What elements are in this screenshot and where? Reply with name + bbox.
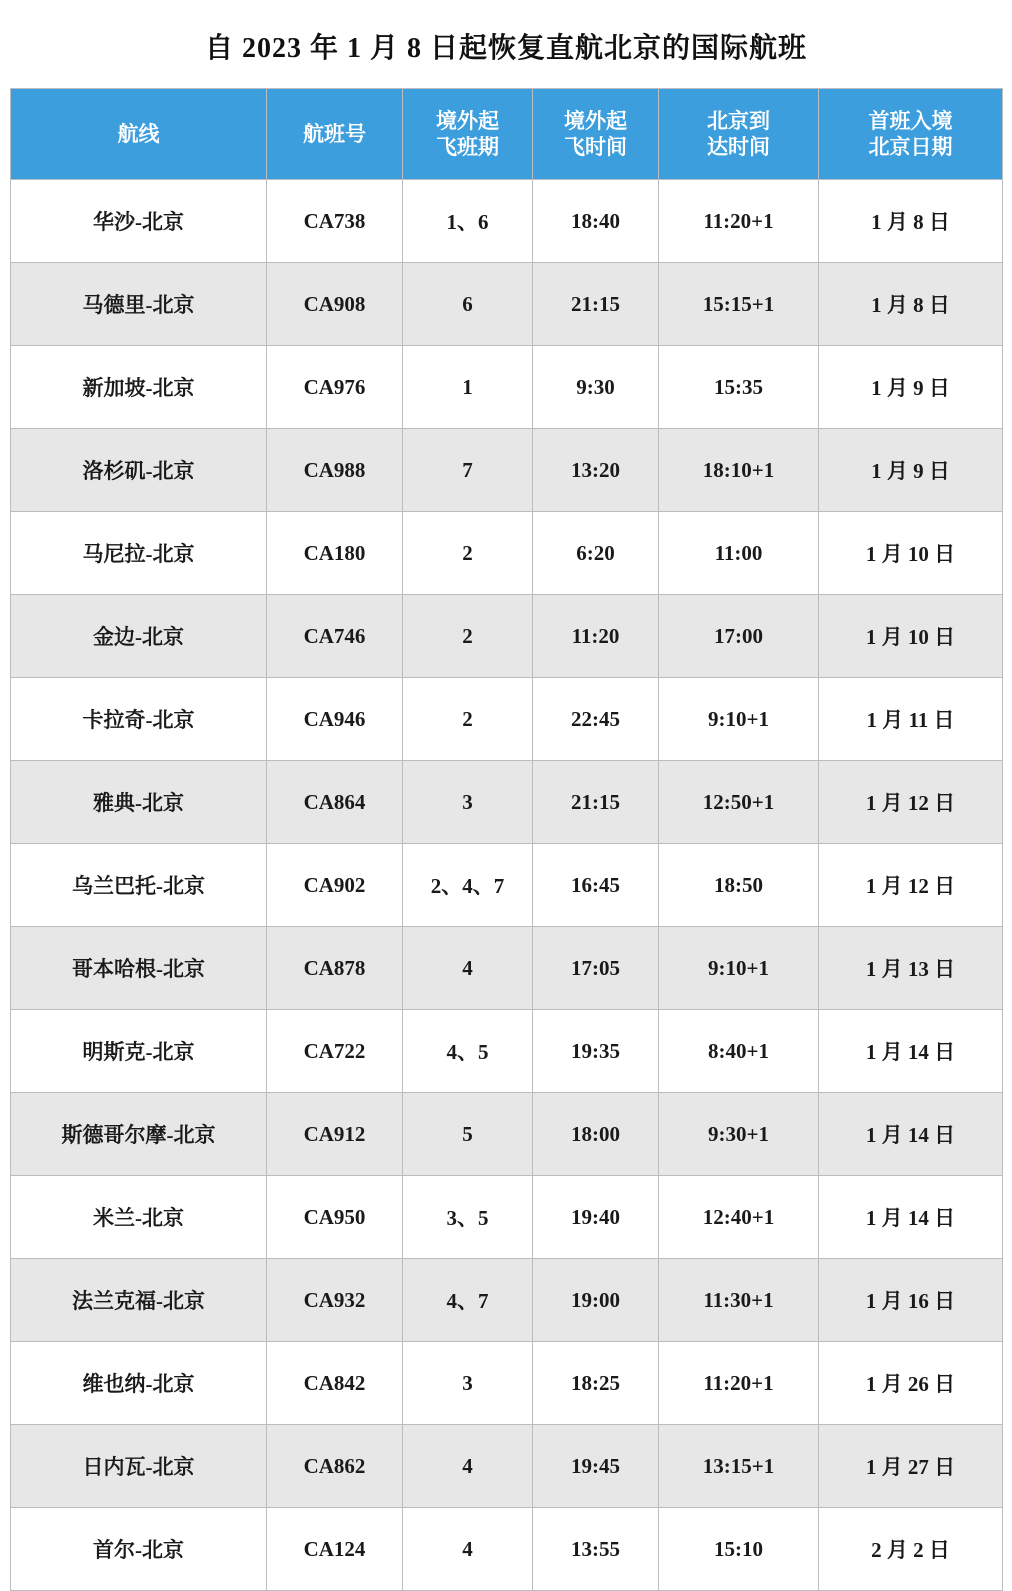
cell-route: 洛杉矶-北京 [11, 429, 267, 512]
cell-departure-time: 19:35 [533, 1010, 659, 1093]
cell-flight-no: CA902 [267, 844, 403, 927]
cell-arrival-time: 18:50 [659, 844, 819, 927]
column-header-first-entry-date [819, 89, 1003, 180]
cell-departure-days: 2 [403, 595, 533, 678]
cell-flight-no: CA908 [267, 263, 403, 346]
column-header-first-entry-date-line1: 首班入境 [868, 108, 953, 133]
cell-departure-time: 17:05 [533, 927, 659, 1010]
cell-route: 法兰克福-北京 [11, 1259, 267, 1342]
cell-route: 雅典-北京 [11, 761, 267, 844]
cell-flight-no: CA864 [267, 761, 403, 844]
cell-route: 卡拉奇-北京 [11, 678, 267, 761]
table-row [11, 1508, 1003, 1591]
cell-departure-time: 19:45 [533, 1425, 659, 1508]
cell-departure-time: 13:20 [533, 429, 659, 512]
cell-flight-no: CA842 [267, 1342, 403, 1425]
cell-flight-no: CA738 [267, 180, 403, 263]
cell-departure-time: 19:40 [533, 1176, 659, 1259]
cell-route: 新加坡-北京 [11, 346, 267, 429]
cell-route: 马德里-北京 [11, 263, 267, 346]
cell-first-entry-date: 1 月 27 日 [819, 1425, 1003, 1508]
cell-flight-no: CA976 [267, 346, 403, 429]
cell-flight-no: CA988 [267, 429, 403, 512]
cell-route: 维也纳-北京 [11, 1342, 267, 1425]
cell-departure-days: 2 [403, 678, 533, 761]
cell-arrival-time: 18:10+1 [659, 429, 819, 512]
cell-flight-no: CA912 [267, 1093, 403, 1176]
column-header-arrival-time [659, 89, 819, 180]
table-row [11, 1176, 1003, 1259]
table-row [11, 678, 1003, 761]
cell-first-entry-date: 1 月 16 日 [819, 1259, 1003, 1342]
cell-departure-time: 18:00 [533, 1093, 659, 1176]
table-row [11, 927, 1003, 1010]
cell-departure-time: 22:45 [533, 678, 659, 761]
cell-first-entry-date: 1 月 11 日 [819, 678, 1003, 761]
cell-route: 斯德哥尔摩-北京 [11, 1093, 267, 1176]
table-row [11, 346, 1003, 429]
cell-route: 乌兰巴托-北京 [11, 844, 267, 927]
column-header-departure-time-line1: 境外起 [564, 108, 627, 133]
cell-first-entry-date: 1 月 10 日 [819, 512, 1003, 595]
column-header-route-line1: 航线 [117, 121, 160, 146]
cell-departure-time: 19:00 [533, 1259, 659, 1342]
cell-arrival-time: 15:15+1 [659, 263, 819, 346]
cell-route: 马尼拉-北京 [11, 512, 267, 595]
cell-flight-no: CA722 [267, 1010, 403, 1093]
cell-arrival-time: 17:00 [659, 595, 819, 678]
cell-route: 哥本哈根-北京 [11, 927, 267, 1010]
cell-departure-days: 5 [403, 1093, 533, 1176]
table-row [11, 512, 1003, 595]
table-body [11, 180, 1003, 1591]
cell-departure-time: 18:25 [533, 1342, 659, 1425]
cell-route: 明斯克-北京 [11, 1010, 267, 1093]
cell-first-entry-date: 1 月 9 日 [819, 429, 1003, 512]
column-header-arrival-time-line1: 北京到 [707, 108, 770, 133]
cell-departure-days: 6 [403, 263, 533, 346]
table-row [11, 1425, 1003, 1508]
cell-route: 金边-北京 [11, 595, 267, 678]
table-header-row [11, 89, 1003, 180]
cell-first-entry-date: 1 月 9 日 [819, 346, 1003, 429]
column-header-departure-time-line2: 飞时间 [564, 135, 627, 159]
cell-first-entry-date: 1 月 14 日 [819, 1093, 1003, 1176]
cell-route: 首尔-北京 [11, 1508, 267, 1591]
table-row [11, 1259, 1003, 1342]
flights-table-container [0, 88, 1012, 1591]
cell-departure-days: 4 [403, 927, 533, 1010]
cell-departure-days: 4 [403, 1425, 533, 1508]
cell-route: 日内瓦-北京 [11, 1425, 267, 1508]
column-header-departure-time [533, 89, 659, 180]
table-row [11, 761, 1003, 844]
cell-arrival-time: 11:30+1 [659, 1259, 819, 1342]
cell-first-entry-date: 1 月 10 日 [819, 595, 1003, 678]
flights-table [10, 88, 1003, 1591]
cell-flight-no: CA124 [267, 1508, 403, 1591]
cell-route: 华沙-北京 [11, 180, 267, 263]
cell-first-entry-date: 1 月 8 日 [819, 180, 1003, 263]
cell-arrival-time: 15:10 [659, 1508, 819, 1591]
cell-departure-time: 16:45 [533, 844, 659, 927]
table-row [11, 595, 1003, 678]
cell-arrival-time: 9:30+1 [659, 1093, 819, 1176]
cell-arrival-time: 8:40+1 [659, 1010, 819, 1093]
table-row [11, 1093, 1003, 1176]
column-header-route [11, 89, 267, 180]
cell-arrival-time: 11:20+1 [659, 180, 819, 263]
cell-route: 米兰-北京 [11, 1176, 267, 1259]
cell-arrival-time: 9:10+1 [659, 678, 819, 761]
cell-flight-no: CA746 [267, 595, 403, 678]
cell-departure-days: 4、7 [403, 1259, 533, 1342]
table-row [11, 1010, 1003, 1093]
cell-flight-no: CA878 [267, 927, 403, 1010]
cell-first-entry-date: 1 月 8 日 [819, 263, 1003, 346]
cell-departure-days: 2 [403, 512, 533, 595]
table-row [11, 263, 1003, 346]
cell-departure-days: 2、4、7 [403, 844, 533, 927]
cell-flight-no: CA862 [267, 1425, 403, 1508]
cell-arrival-time: 11:00 [659, 512, 819, 595]
column-header-flight-no-line1: 航班号 [303, 121, 366, 146]
cell-departure-time: 13:55 [533, 1508, 659, 1591]
cell-first-entry-date: 1 月 12 日 [819, 761, 1003, 844]
table-row [11, 844, 1003, 927]
cell-arrival-time: 12:40+1 [659, 1176, 819, 1259]
cell-departure-days: 3 [403, 1342, 533, 1425]
cell-first-entry-date: 2 月 2 日 [819, 1508, 1003, 1591]
cell-arrival-time: 11:20+1 [659, 1342, 819, 1425]
cell-flight-no: CA180 [267, 512, 403, 595]
cell-departure-days: 1 [403, 346, 533, 429]
table-header [11, 89, 1003, 180]
cell-departure-time: 21:15 [533, 263, 659, 346]
cell-departure-time: 21:15 [533, 761, 659, 844]
cell-departure-days: 3 [403, 761, 533, 844]
column-header-flight-no [267, 89, 403, 180]
column-header-first-entry-date-line2: 北京日期 [868, 135, 953, 159]
cell-flight-no: CA946 [267, 678, 403, 761]
cell-flight-no: CA932 [267, 1259, 403, 1342]
cell-arrival-time: 13:15+1 [659, 1425, 819, 1508]
cell-departure-days: 1、6 [403, 180, 533, 263]
cell-departure-time: 11:20 [533, 595, 659, 678]
cell-arrival-time: 15:35 [659, 346, 819, 429]
cell-arrival-time: 9:10+1 [659, 927, 819, 1010]
column-header-departure-days-line1: 境外起 [436, 108, 499, 133]
cell-departure-days: 3、5 [403, 1176, 533, 1259]
cell-departure-time: 18:40 [533, 180, 659, 263]
page-title: 自 2023 年 1 月 8 日起恢复直航北京的国际航班 [204, 33, 807, 64]
table-row [11, 1342, 1003, 1425]
column-header-departure-days-line2: 飞班期 [436, 135, 499, 159]
cell-first-entry-date: 1 月 13 日 [819, 927, 1003, 1010]
cell-departure-time: 9:30 [533, 346, 659, 429]
cell-first-entry-date: 1 月 14 日 [819, 1010, 1003, 1093]
cell-departure-days: 4、5 [403, 1010, 533, 1093]
cell-first-entry-date: 1 月 26 日 [819, 1342, 1003, 1425]
cell-first-entry-date: 1 月 12 日 [819, 844, 1003, 927]
table-row [11, 429, 1003, 512]
table-row [11, 180, 1003, 263]
cell-departure-time: 6:20 [533, 512, 659, 595]
cell-first-entry-date: 1 月 14 日 [819, 1176, 1003, 1259]
cell-departure-days: 4 [403, 1508, 533, 1591]
column-header-departure-days [403, 89, 533, 180]
column-header-arrival-time-line2: 达时间 [707, 135, 770, 159]
cell-departure-days: 7 [403, 429, 533, 512]
cell-arrival-time: 12:50+1 [659, 761, 819, 844]
cell-flight-no: CA950 [267, 1176, 403, 1259]
